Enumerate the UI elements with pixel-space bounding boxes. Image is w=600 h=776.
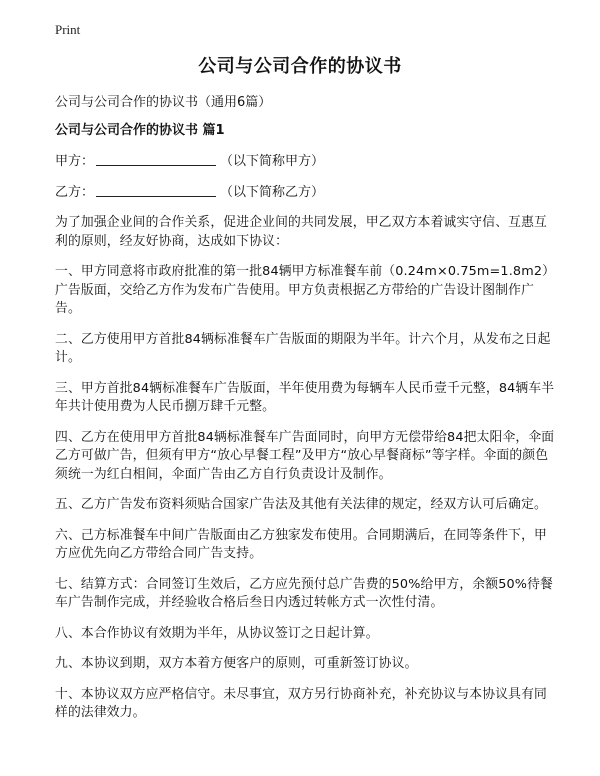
party-b-line <box>55 183 555 202</box>
paragraph-clause-5: 五、乙方广告发布资料须贴合国家广告法及其他有关法律的规定，经双方认可后确定。 <box>55 497 547 512</box>
paragraph-clause-7: 七、结算方式：合同签订生效后，乙方应先预付总广告费的50%给甲方，余额50%待餐车广告制作完成，并经验收合格后叁日内透过转帐方式一次性付清。 <box>55 576 553 610</box>
party-b-label: 乙方： <box>55 185 95 200</box>
document-subtitle: 公司与公司合作的协议书（通用6篇） <box>55 95 272 110</box>
party-b-note: （以下简称乙方） <box>220 185 325 200</box>
paragraph-clause-1: 一、甲方同意将市政府批准的第一批84辆甲方标准餐车前（0.24m×0.75m=1.8m2）广告版面，交给乙方作为发布广告使用。甲方负责根据乙方带给的广告设计图制作广告。 <box>55 264 549 316</box>
party-a-note: （以下简称甲方） <box>220 154 325 169</box>
paragraph-clause-2: 二、乙方使用甲方首批84辆标准餐车广告版面的期限为半年。计六个月，从发布之日起计。 <box>55 331 551 365</box>
section-heading: 公司与公司合作的协议书 篇1 <box>55 123 225 138</box>
paragraph-clause-10: 十、本协议双方应严格信守。未尽事宜，双方另行协商补充，补充协议与本协议具有同样的法律效力。 <box>55 686 547 720</box>
party-b-blank <box>96 183 216 197</box>
document-title: 公司与公司合作的协议书 <box>198 56 402 77</box>
paragraph-clause-8: 八、本合作协议有效期为半年，从协议签订之日起计算。 <box>55 625 379 641</box>
party-a-label: 甲方： <box>55 154 95 169</box>
paragraph-clause-3: 三、甲方首批84辆标准餐车广告版面，半年使用费为每辆车人民币壹千元整，84辆车半年共计使用费为人民币捌万肆千元整。 <box>55 380 555 414</box>
paragraph-clause-6: 六、己方标准餐车中间广告版面由乙方独家发布使用。合同期满后，在同等条件下，甲方应优先向乙方带给合同广告支持。 <box>55 527 547 561</box>
print-link[interactable]: Print <box>55 22 81 37</box>
paragraph-clause-4: 四、乙方在使用甲方首批84辆标准餐车广告面同时，向甲方无偿带给84把太阳伞，伞面乙方可做广告，但须有甲方“放心早餐工程”及甲方“放心早餐商标”等字样。伞面的颜色须统一为红白相间，伞面广告由乙方自行负责设计及制作。 <box>55 429 555 482</box>
party-a-blank <box>96 152 216 166</box>
document-body <box>55 94 555 735</box>
party-a-line <box>55 152 555 171</box>
paragraph-intro: 为了加强企业间的合作关系，促进企业间的共同发展，甲乙双方本着诚实守信、互惠互利的原则，经友好协商，达成如下协议： <box>55 215 547 249</box>
paragraph-clause-9: 九、本协议到期，双方本着方便客户的原则，可重新签订协议。 <box>55 656 418 671</box>
